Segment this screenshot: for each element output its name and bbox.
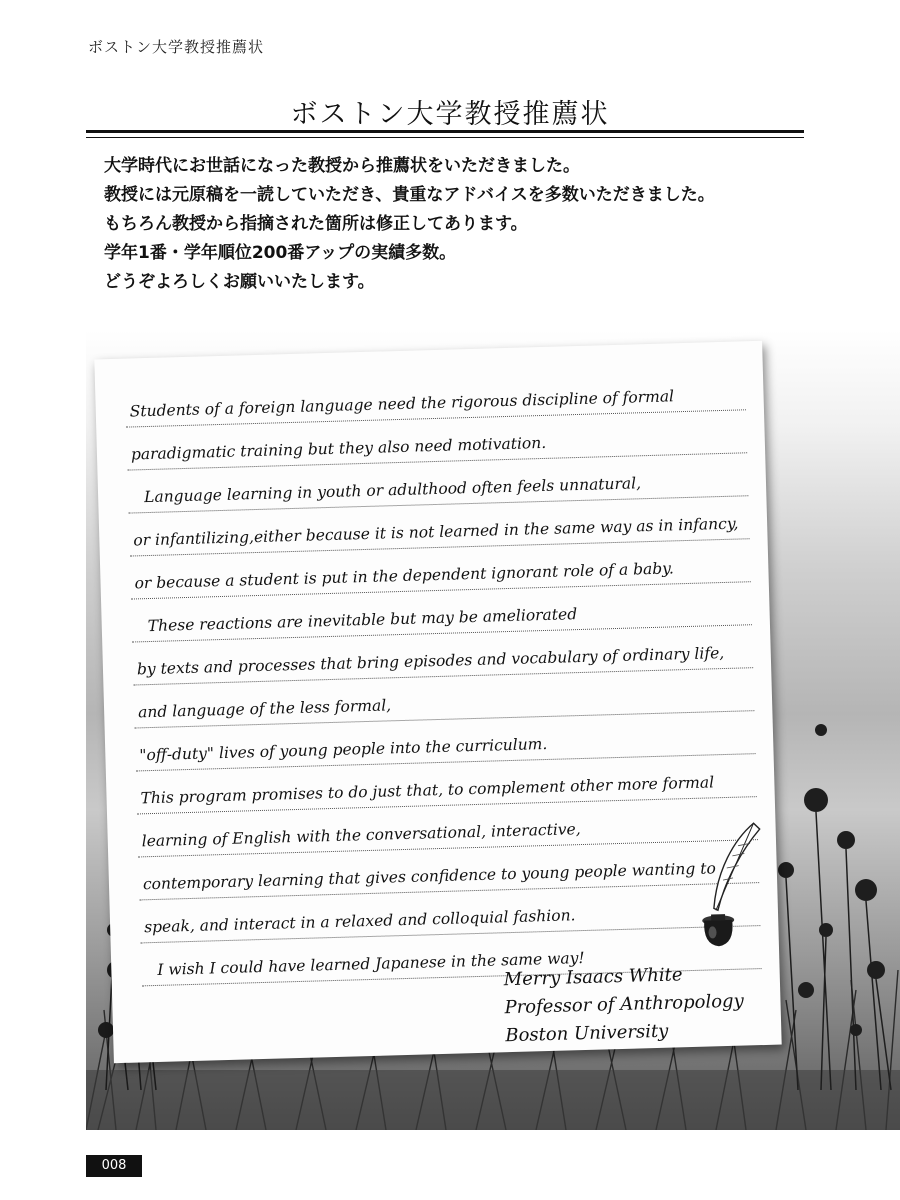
running-head: ボストン大学教授推薦状 xyxy=(88,38,265,56)
title-rule xyxy=(86,130,804,138)
letter-line: contemporary learning that gives confidence to young people wanting to xyxy=(138,840,759,900)
intro-line: どうぞよろしくお願いいたします。 xyxy=(104,272,375,292)
letter-line: or because a student is put in the dependent ignorant role of a baby. xyxy=(130,539,751,599)
letter-line: learning of English with the conversational, interactive, xyxy=(137,797,758,857)
letter-line: This program promises to do just that, to complement other more formal xyxy=(136,754,757,814)
signature-block xyxy=(503,960,744,1051)
letter-line: Students of a foreign language need the rigorous discipline of formal xyxy=(125,367,746,427)
letter-line: Language learning in youth or adulthood often feels unnatural, xyxy=(127,453,748,513)
intro-line: 教授には元原稿を一読していただき、貴重なアドバイスを多数いただきました。 xyxy=(104,185,715,205)
recommendation-letter xyxy=(94,341,781,1063)
intro-line: 大学時代にお世話になった教授から推薦状をいただきました。 xyxy=(104,156,580,176)
quill-ink-icon xyxy=(693,819,777,951)
letter-line: These reactions are inevitable but may be ameliorated xyxy=(131,582,752,642)
letter-line: and language of the less formal, xyxy=(133,668,754,728)
signature-role: Professor of Anthropology xyxy=(504,990,744,1019)
intro-line: 学年1番・学年順位200番アップの実績多数。 xyxy=(104,243,457,263)
letter-line: by texts and processes that bring episodes and vocabulary of ordinary life, xyxy=(132,625,753,685)
intro-line: もちろん教授から指摘された箇所は修正してあります。 xyxy=(104,214,528,234)
letter-body xyxy=(125,367,762,986)
letter-line: "off-duty" lives of young people into the curriculum. xyxy=(135,711,756,771)
letter-line: paradigmatic training but they also need motivation. xyxy=(126,410,747,470)
signature-institution: Boston University xyxy=(505,1020,669,1047)
signature-name: Merry Isaacs White xyxy=(503,964,683,991)
letter-line: speak, and interact in a relaxed and colloquial fashion. xyxy=(139,883,760,943)
page-number: 008 xyxy=(86,1155,142,1177)
letter-line: or infantilizing,either because it is not learned in the same way as in infancy, xyxy=(129,496,750,556)
page-title: ボストン大学教授推薦状 xyxy=(290,99,610,130)
intro-text xyxy=(104,152,804,297)
letter-line: I wish I could have learned Japanese in the same way! xyxy=(141,926,762,986)
